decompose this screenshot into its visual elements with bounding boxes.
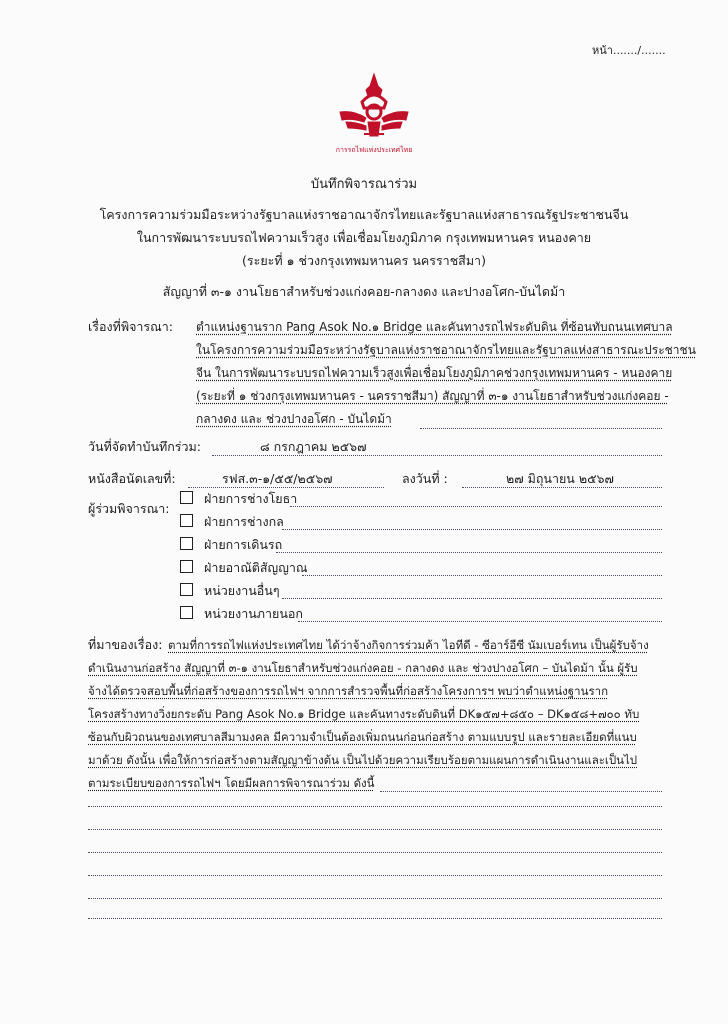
blank-line [88,852,662,853]
participant-option: ฝ่ายการเดินรถ [204,537,283,552]
meeting-date-value: ๘ กรกฎาคม ๒๕๖๗ [260,439,367,454]
subject-line: จีน ในการพัฒนาระบบรถไฟความเร็วสูงเพื่อเชื่อมโยงภูมิภาคช่วงกรุงเทพมหานคร - หนองคาย [196,366,673,380]
background-line: ดำเนินงานก่อสร้าง สัญญาที่ ๓-๑ งานโยธาสำหรับช่วงแก่งคอย - กลางดง และ ช่วงปางอโศก – บันไดม้า นั้น ผู้รับ [88,661,638,675]
subject-line: กลางดง และ ช่วงปางอโศก - บันไดม้า [196,412,392,426]
letter-date-label: ลงวันที่ : [402,471,448,486]
page-number: หน้า......./....... [592,44,666,57]
background-line: ซ้อนกับผิวถนนของเทศบาลสีมามงคล มีความจำเป็นต้องเพิ่มถนนก่อนก่อสร้าง ตามแบบรูป และรายละเอียดที่แนบ [88,730,637,744]
participant-option: ฝ่ายการช่างโยธา [204,491,298,506]
checkbox-civil[interactable] [180,491,193,504]
logo-text: การรถไฟแห่งประเทศไทย [336,146,412,154]
subject-line: (ระยะที่ ๑ ช่วงกรุงเทพมหานคร - นครราชสีมา) สัญญาที่ ๓-๑ งานโยธาสำหรับช่วงแก่งคอย - [196,389,669,403]
document-title: บันทึกพิจารณาร่วม [310,177,418,192]
blank-line [88,918,662,919]
blank-line [88,898,662,899]
background-line: โครงสร้างทางวิ่งยกระดับ Pang Asok No.๑ Bridge และคันทางระดับดินที่ DK๑๕๗+๘๕๐ – DK๑๕๘+๗๐๐ ทับ [88,707,640,721]
checkbox-operations[interactable] [180,537,193,550]
checkbox-signaling[interactable] [180,560,193,573]
participants-label: ผู้ร่วมพิจารณา: [88,501,170,516]
background-line: มาด้วย ดังนั้น เพื่อให้การก่อสร้างตามสัญญาข้างต้น เป็นไปด้วยความเรียบร้อยตามแผนการดำเนินงานและเป็นไป [88,753,638,767]
participant-option: หน่วยงานภายนอก [204,606,303,621]
checkbox-other-units[interactable] [180,583,193,596]
background-line: ตามที่การรถไฟแห่งประเทศไทย ได้ว่าจ้างกิจการร่วมค้า ไอทีดี - ซีอาร์อีซี นัมเบอร์เทน เป็นผู้รับจ้าง [168,638,649,652]
background-line: จ้างได้ตรวจสอบพื้นที่ก่อสร้างของการรถไฟฯ จากการสำรวจพื้นที่ก่อสร้างโครงการฯ พบว่าตำแหน่งฐานราก [88,684,609,698]
meeting-date-label: วันที่จัดทำบันทึกร่วม: [88,439,201,454]
letter-number-label: หนังสือนัดเลขที่: [88,471,176,486]
blank-line [88,829,662,830]
contract-line: สัญญาที่ ๓-๑ งานโยธาสำหรับช่วงแก่งคอย-กลางดง และปางอโศก-บันไดม้า [162,284,566,299]
subject-label: เรื่องที่พิจารณา: [88,319,173,334]
srt-logo [336,72,412,158]
blank-line [88,806,662,807]
background-label: ที่มาของเรื่อง: [88,637,163,652]
background-line: ตามระเบียบของการรถไฟฯ โดยมีผลการพิจารณาร่วม ดังนี้ [88,776,375,790]
participant-option: หน่วยงานอื่นๆ [204,583,280,598]
checkbox-mechanical[interactable] [180,514,193,527]
letter-date-value: ๒๗ มิถุนายน ๒๕๖๗ [506,471,614,486]
blank-line [88,875,662,876]
participant-option: ฝ่ายอาณัติสัญญาณ [204,560,308,575]
project-line-1: โครงการความร่วมมือระหว่างรัฐบาลแห่งราชอาณาจักรไทยและรัฐบาลแห่งสาธารณรัฐประชาชนจีน [99,207,629,222]
subject-line: ในโครงการความร่วมมือระหว่างรัฐบาลแห่งราชอาณาจักรไทยและรัฐบาลแห่งสาธารณะประชาชน [196,343,696,357]
project-line-2: ในการพัฒนาระบบรถไฟความเร็วสูง เพื่อเชื่อมโยงภูมิภาค กรุงเทพมหานคร หนองคาย [136,230,592,245]
subject-line: ตำแหน่งฐานราก Pang Asok No.๑ Bridge และคันทางรถไฟระดับดิน ที่ซ้อนทับถนนเทศบาล [196,320,673,334]
checkbox-external-units[interactable] [180,606,193,619]
participant-option: ฝ่ายการช่างกล [204,514,284,529]
project-line-3: (ระยะที่ ๑ ช่วงกรุงเทพมหานคร นครราชสีมา) [242,253,486,268]
letter-number-value: รฟส.๓-๑/๕๕/๒๕๖๗ [222,471,333,486]
